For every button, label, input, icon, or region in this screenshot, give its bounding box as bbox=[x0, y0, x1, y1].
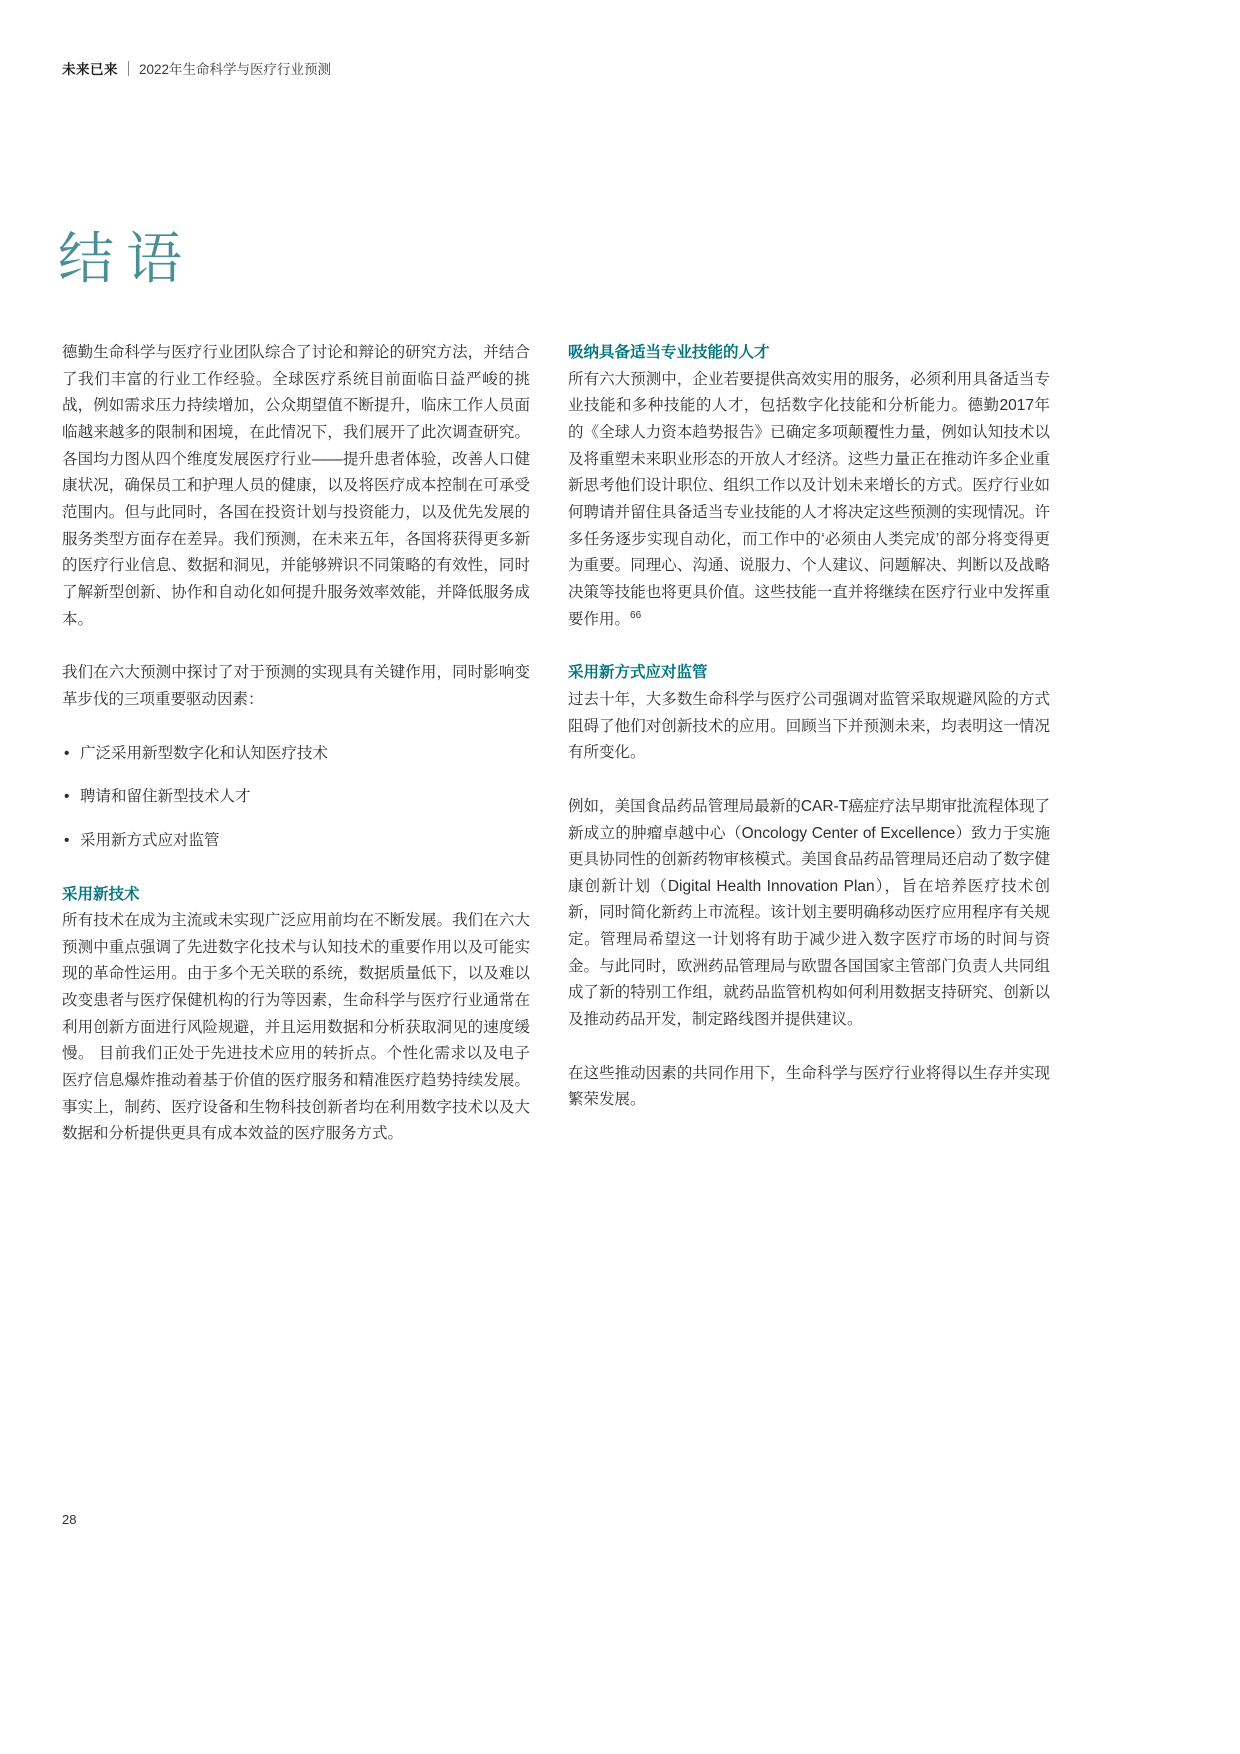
bullet-item: • 聘请和留住新型技术人才 bbox=[62, 784, 530, 811]
page-header bbox=[62, 58, 331, 78]
bullet-item: • 采用新方式应对监管 bbox=[62, 828, 530, 855]
page-number: 28 bbox=[62, 1512, 77, 1527]
section-body-new-technology: 所有技术在成为主流或未实现广泛应用前均在不断发展。我们在六大预测中重点强调了先进数字化技术与认知技术的重要作用以及可能实现的革命性运用。由于多个无关联的系统，数据质量低下，以及难以改变患者与医疗保健机构的行为等因素，生命科学与医疗行业通常在利用创新方面进行风险规避，并且运用数据和分析获取洞见的速度缓慢。 目前我们正处于先进技术应用的转折点。个性化需求以及电子医疗信息爆炸推动着基于价值的医疗服务和精准医疗趋势持续发展。事实上，制药、医疗设备和生物科技创新者均在利用数字技术以及大数据和分析提供更具有成本效益的医疗服务方式。 bbox=[62, 912, 530, 1143]
regulation-paragraph-1: 过去十年，大多数生命科学与医疗公司强调对监管采取规避风险的方式阻碍了他们对创新技术的应用。回顾当下并预测未来，均表明这一情况有所变化。 bbox=[568, 690, 1050, 762]
regulation-paragraph-2: 例如，美国食品药品管理局最新的CAR-T癌症疗法早期审批流程体现了新成立的肿瘤卓越中心（Oncology Center of Excellence）致力于实施更具协同性的创新药物审核模式。美国食品药品管理局还启动了数字健康创新计划（Digital Health Innovation Plan），旨在培养医疗技术创新，同时简化新药上市流程。该计划主要明确移动医疗应用程序有关规定。管理局希望这一计划将有助于减少进入数字医疗市场的时间与资金。与此同时，欧洲药品管理局与欧盟各国国家主管部门负责人共同组成了新的特别工作组，就药品监管机构如何利用数据支持研究、创新以及推动药品开发，制定路线图并提供建议。 bbox=[568, 797, 1050, 1029]
talent-body-text: 所有六大预测中，企业若要提供高效实用的服务，必须利用具备适当专业技能和多种技能的人才，包括数字化技能和分析能力。德勤2017年的《全球人力资本趋势报告》已确定多项颠覆性力量，例如认知技术以及将重塑未来职业形态的开放人才经济。这些力量正在推动许多企业重新思考他们设计职位、组织工作以及计划未来增长的方式。医疗行业如何聘请并留住具备适当专业技能的人才将决定这些预测的实现情况。许多任务逐步实现自动化，而工作中的‘必须由人类完成’的部分将变得更为重要。同理心、沟通、说服力、个人建议、问题解决、判断以及战略决策等技能也将更具价值。这些技能一直并将继续在医疗行业中发挥重要作用。 bbox=[568, 370, 1050, 628]
right-column bbox=[568, 340, 1050, 1148]
section-body-talent bbox=[568, 367, 1050, 634]
left-column bbox=[62, 340, 530, 1148]
intro-paragraph: 德勤生命科学与医疗行业团队综合了讨论和辩论的研究方法，并结合了我们丰富的行业工作经验。全球医疗系统目前面临日益严峻的挑战，例如需求压力持续增加，公众期望值不断提升，临床工作人员面临越来越多的限制和困境，在此情况下，我们展开了此次调查研究。各国均力图从四个维度发展医疗行业——提升患者体验，改善人口健康状况，确保员工和护理人员的健康，以及将医疗成本控制在可承受范围内。但与此同时，各国在投资计划与投资能力，以及优先发展的服务类型方面存在差异。我们预测，在未来五年，各国将获得更多新的医疗行业信息、数据和洞见，并能够辨识不同策略的有效性，同时了解新型创新、协作和自动化如何提升服务效率效能，并降低服务成本。 bbox=[62, 344, 530, 628]
drivers-lead-paragraph: 我们在六大预测中探讨了对于预测的实现具有关键作用，同时影响变革步伐的三项重要驱动因素： bbox=[62, 664, 530, 708]
closing-paragraph: 在这些推动因素的共同作用下，生命科学与医疗行业将得以生存并实现繁荣发展。 bbox=[568, 1064, 1050, 1109]
header-divider bbox=[128, 61, 129, 76]
bullet-item: • 广泛采用新型数字化和认知医疗技术 bbox=[62, 741, 530, 768]
drivers-bullet-list bbox=[62, 741, 530, 855]
header-brand: 未来已来 bbox=[62, 62, 118, 77]
page-title: 结语 bbox=[58, 227, 194, 290]
footnote-reference: 66 bbox=[630, 609, 642, 621]
section-heading-regulation: 采用新方式应对监管 bbox=[568, 664, 708, 682]
section-heading-new-technology: 采用新技术 bbox=[62, 885, 140, 903]
header-subtitle: 2022年生命科学与医疗行业预测 bbox=[139, 62, 332, 77]
section-heading-talent: 吸纳具备适当专业技能的人才 bbox=[568, 344, 770, 361]
content-columns bbox=[62, 340, 1050, 1148]
